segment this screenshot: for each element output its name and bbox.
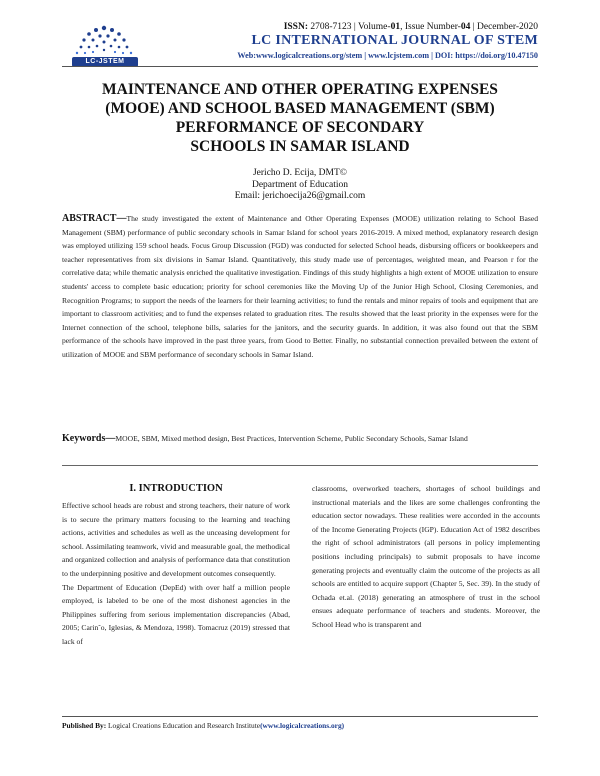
paper-title xyxy=(60,80,540,156)
abstract xyxy=(62,212,538,362)
author-block xyxy=(60,168,540,203)
issn-line: ISSN: 2708-7123 | Volume-01, Issue Number-04 | December-2020 xyxy=(283,22,538,32)
right-column xyxy=(312,482,540,632)
paragraph: The Department of Education (DepEd) with over half a million people employed, is labeled to be one of the most dishonest agencies in the Philippines suffering from serious implementation discrepancies (Abad, 2005; Carin˜o, Iglesias, & Mendoza, 1998). Tomacruz (2019) stressed that lack of xyxy=(62,582,290,646)
keywords-text: MOOE, SBM, Mixed method design, Best Practices, Intervention Scheme, Public Secondary Schools, Samar Island xyxy=(115,434,468,443)
author-email[interactable]: Email: jerichoecija26@gmail.com xyxy=(234,191,366,201)
title-line: PERFORMANCE OF SECONDARY xyxy=(175,119,425,136)
journal-web-links[interactable]: Web:www.logicalcreations.org/stem | www.lcjstem.com | DOI: https://doi.org/10.47150 xyxy=(237,51,538,60)
section-heading-introduction: I. INTRODUCTION xyxy=(129,483,223,494)
footer-label: Published By: xyxy=(62,721,107,730)
author-affiliation: Department of Education xyxy=(251,179,349,190)
title-line: (MOOE) AND SCHOOL BASED MANAGEMENT (SBM) xyxy=(105,100,495,117)
keywords-heading: Keywords— xyxy=(62,433,116,444)
footer-website-link[interactable]: (www.logicalcreations.org) xyxy=(260,721,345,730)
abstract-heading: ABSTRACT— xyxy=(62,213,127,224)
section-divider xyxy=(62,465,538,466)
keywords xyxy=(62,434,538,443)
footer-publisher: Logical Creations Education and Research Institute xyxy=(106,721,261,730)
footer xyxy=(62,721,344,730)
title-line: SCHOOLS IN SAMAR ISLAND xyxy=(190,138,410,155)
logo-wordmark: LC-JSTEM xyxy=(72,57,138,67)
journal-name: LC INTERNATIONAL JOURNAL OF STEM xyxy=(251,33,538,48)
left-column xyxy=(62,482,290,649)
abstract-text: The study investigated the extent of Maintenance and Other Operating Expenses (MOOE) utilization relating to School Based Management (SBM) performance of public secondary schools in Samar Island for school years 2016-2019. A mixed method, explanatory research design was employed utilizing 159 school heads. Focus Group Discussion (FGD) was conducted for selected School heads, disbursing officers or bookkeepers and teacher representatives from six divisions in Samar Island. Quantitatively, this study made use of percentages, weighted mean, and Pearson r for the correlative data; while thematic analysis enriched the qualitative investigation. Findings of this study highlights a high extent of MOOE utilization to ensure students' access to complete basic education; priority for school ceremonies like the Moving Up of the Junior High School, Closing Ceremonies, and Recognition Programs; to support the needs of the learners for their learning activities; to fund the rentals and minor repairs of tools and equipment that are important to classroom activities; and to fund the expenses related to graduation rites. The results showed that the least priority in the expenses were for the Internet connection of the school, telephone bills, salaries for the janitors, and the security guards. In addition, it was also found out that the SBM performance of the schools have improved in the past three years, from Good to Better. Finally, no substantial connection prevailed between the extent of utilization of MOOE and SBM performance of secondary schools in Samar Island. xyxy=(62,214,538,359)
title-line: MAINTENANCE AND OTHER OPERATING EXPENSES xyxy=(102,81,498,98)
paragraph: Effective school heads are robust and strong teachers, their nature of work is to secure the primary matters focusing to the learning and teaching actions, activities and schedules as well as the unceasing development for school. Assimilating teamwork, vivid and measurable goal, the methodical and organized collection and analysis of performance data that constitution to the underpinning positive and development outcomes consequently. xyxy=(62,501,290,578)
footer-divider xyxy=(62,716,538,717)
header-divider xyxy=(62,66,538,67)
author-name: Jericho D. Ecija, DMT© xyxy=(252,168,347,178)
paragraph: classrooms, overworked teachers, shortages of school buildings and instructional materials and the likes are some challenges confronting the education sector nowadays. These realities were accorded in the accounts of the Income Generating Projects (IGP). Education Act of 1982 describes the right of school administrators (all persons in policy implementing positions including principals) to submit proposals to have income generating projects and eventually claim the outcome of the projects as all schools are entitled to acquire support (Chapter 5, Sec. 39). In the study of Ochada et.al. (2018) generating an atmosphere of trust in the school ensues adequate performance of teachers and students. Moreover, the School Head who is transparent and xyxy=(312,484,540,629)
